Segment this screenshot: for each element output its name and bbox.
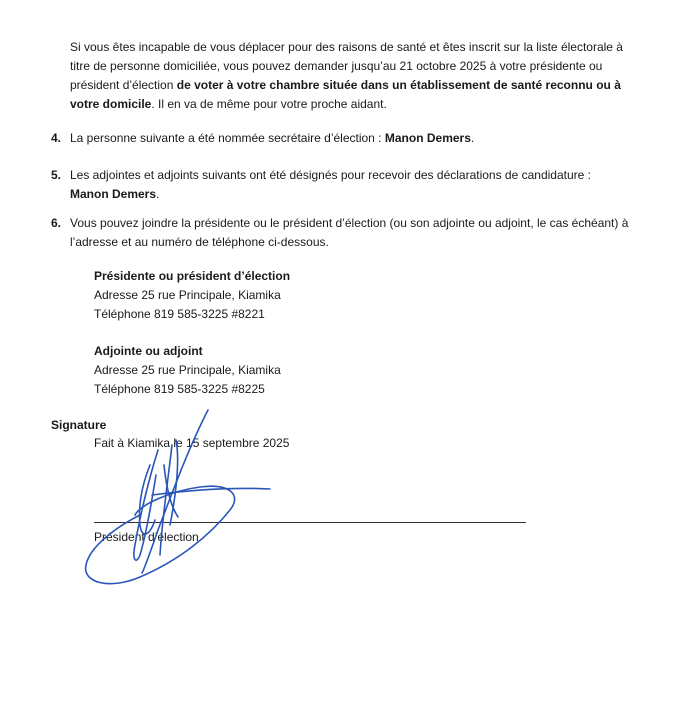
contact-address: Adresse 25 rue Principale, Kiamika <box>94 288 281 302</box>
intro-text-end: . Il en va de même pour votre proche aidant. <box>151 97 387 111</box>
contact-title: Adjointe ou adjoint <box>94 344 203 358</box>
place-date: Fait à Kiamika le 15 septembre 2025 <box>94 436 290 450</box>
contact-title: Présidente ou président d’élection <box>94 269 291 283</box>
handwritten-signature <box>80 405 280 590</box>
intro-text: Si vous êtes incapable de vous déplacer pour des raisons de santé et êtes inscrit sur la liste électorale à titre de personne domiciliée, vous pouvez demander jusqu’au 21 octobre 2025 à votre présidente ou président d’élection <box>70 40 623 92</box>
contact-address: Adresse 25 rue Principale, Kiamika <box>94 363 281 377</box>
secretary-name: Manon Demers <box>384 131 471 145</box>
contact-phone: Téléphone 819 585-3225 #8225 <box>94 382 265 396</box>
contact-president <box>94 267 290 324</box>
item-number: 4. <box>51 131 62 145</box>
signature-label: Signature <box>51 418 107 432</box>
intro-paragraph <box>70 38 630 114</box>
item-number: 6. <box>51 216 62 230</box>
contact-phone: Téléphone 819 585-3225 #8221 <box>94 307 265 321</box>
item-number: 5. <box>51 168 62 182</box>
signatory-role: Président d’élection <box>94 530 199 544</box>
item-6-text: Vous pouvez joindre la présidente ou le président d’élection (ou son adjointe ou adjoint, le cas échéant) à l’adresse et au numéro de téléphone ci-dessous. <box>70 216 629 249</box>
assistant-name: Manon Demers <box>70 187 157 201</box>
intro-bold-text: de voter à votre chambre située dans un établissement de santé reconnu ou à votre domicile <box>70 78 621 111</box>
item-4-text: La personne suivante a été nommée secrétaire d’élection : Manon Demers. <box>70 131 475 145</box>
item-5-text: Les adjointes et adjoints suivants ont été désignés pour recevoir des déclarations de candidature : Manon Demers. <box>70 168 591 201</box>
contact-adjoint <box>94 342 281 399</box>
